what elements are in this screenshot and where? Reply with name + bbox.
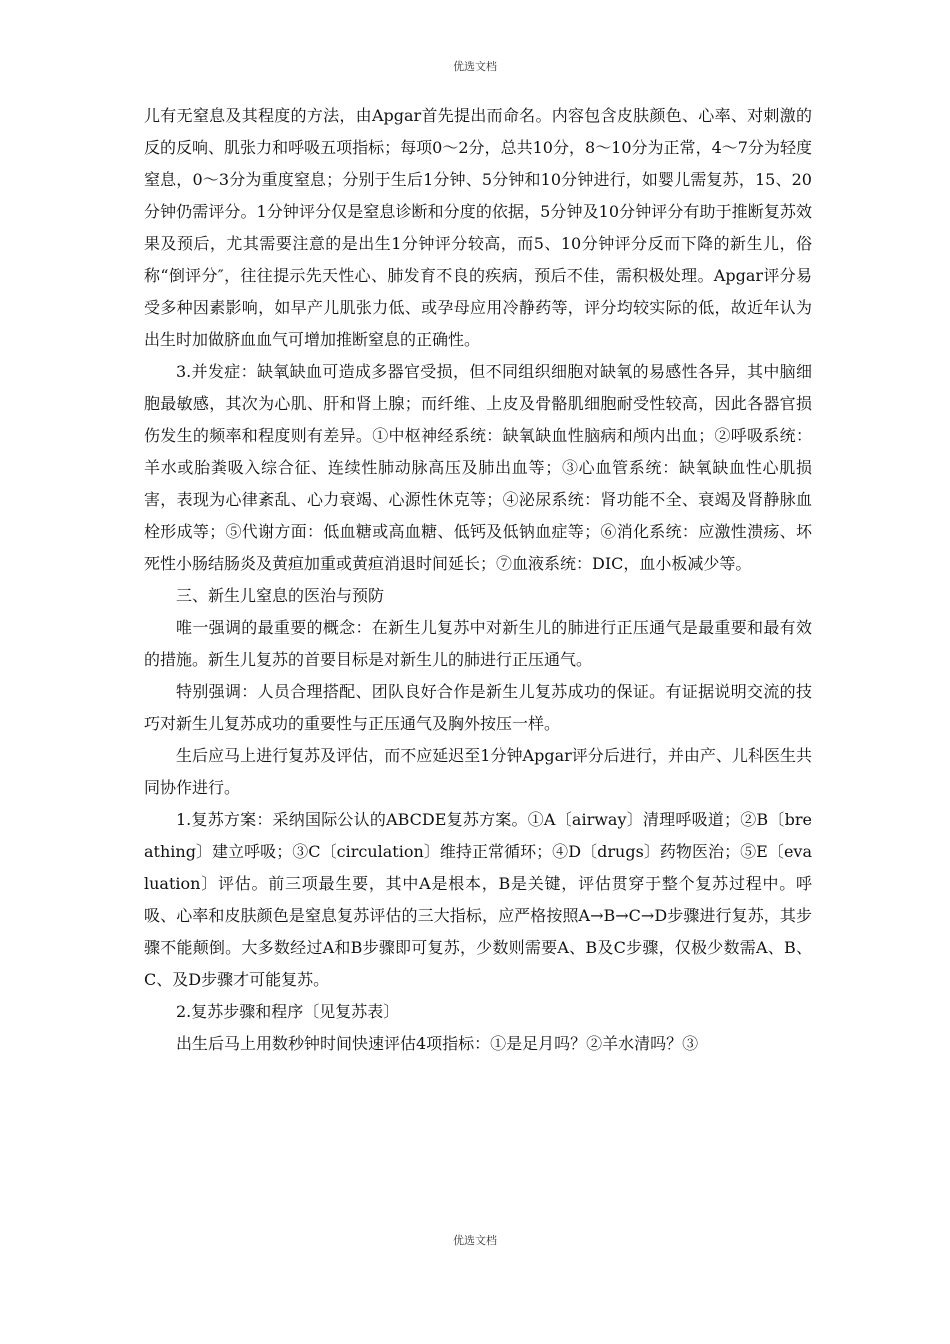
document-body [144,100,812,1060]
paragraph-key-concept: 唯一强调的最重要的概念：在新生儿复苏中对新生儿的肺进行正压通气是最重要和最有效的措施。新生儿复苏的首要目标是对新生儿的肺进行正压通气。 [144,618,812,669]
page-footer: 优选文档 [453,1234,497,1247]
paragraph-complications: 3.并发症：缺氧缺血可造成多器官受损，但不同组织细胞对缺氧的易感性各异，其中脑细胞最敏感，其次为心肌、肝和肾上腺；而纤维、上皮及骨骼肌细胞耐受性较高，因此各器官损伤发生的频率和程度则有差异。①中枢神经系统：缺氧缺血性脑病和颅内出血；②呼吸系统：羊水或胎粪吸入综合征、连续性肺动脉高压及肺出血等；③心血管系统：缺氧缺血性心肌损害，表现为心律紊乱、心力衰竭、心源性休克等；④泌尿系统：肾功能不全、衰竭及肾静脉血栓形成等；⑤代谢方面：低血糖或高血糖、低钙及低钠血症等；⑥消化系统：应激性溃疡、坏死性小肠结肠炎及黄疸加重或黄疸消退时间延长；⑦血液系统：DIC，血小板减少等。 [144,362,812,573]
paragraph-apgar-continued: 儿有无窒息及其程度的方法，由Apgar首先提出而命名。内容包含皮肤颜色、心率、对刺激的反的反响、肌张力和呼吸五项指标；每项0～2分，总共10分，8～10分为正常，4～7分为轻度窒息，0～3分为重度窒息；分别于生后1分钟、5分钟和10分钟进行，如婴儿需复苏，15、20分钟仍需评分。1分钟评分仅是窒息诊断和分度的依据，5分钟及10分钟评分有助于推断复苏效果及预后，尤其需要注意的是出生1分钟评分较高，而5、10分钟评分反而下降的新生儿，俗称“倒评分″，往往提示先天性心、肺发育不良的疾病，预后不佳，需积极处理。Apgar评分易受多种因素影响，如早产儿肌张力低、或孕母应用冷静药等，评分均较实际的低，故近年认为出生时加做脐血血气可增加推断窒息的正确性。 [144,106,812,349]
paragraph-abcde-plan: 1.复苏方案：采纳国际公认的ABCDE复苏方案。①A〔airway〕清理呼吸道；②B〔breathing〕建立呼吸；③C〔circulation〕维持正常循环；④D〔drugs〕药物医治；⑤E〔evaluation〕评估。前三项最生要，其中A是根本，B是关键，评估贯穿于整个复苏过程中。呼吸、心率和皮肤颜色是窒息复苏评估的三大指标，应严格按照A→B→C→D步骤进行复苏，其步骤不能颠倒。大多数经过A和B步骤即可复苏，少数则需要A、B及C步骤，仅极少数需A、B、C、及D步骤才可能复苏。 [144,810,812,989]
section-heading-treatment: 三、新生儿窒息的医治与预防 [176,586,385,605]
paragraph-resuscitation-steps: 2.复苏步骤和程序〔见复苏表〕 [176,1002,400,1021]
paragraph-immediate-resuscitation: 生后应马上进行复苏及评估，而不应延迟至1分钟Apgar评分后进行，并由产、儿科医生共同协作进行。 [144,746,812,797]
page-header: 优选文档 [453,60,497,73]
paragraph-rapid-assessment: 出生后马上用数秒钟时间快速评估4项指标：①是足月吗？②羊水清吗？③ [176,1034,699,1053]
paragraph-teamwork: 特别强调：人员合理搭配、团队良好合作是新生儿复苏成功的保证。有证据说明交流的技巧对新生儿复苏成功的重要性与正压通气及胸外按压一样。 [144,682,812,733]
